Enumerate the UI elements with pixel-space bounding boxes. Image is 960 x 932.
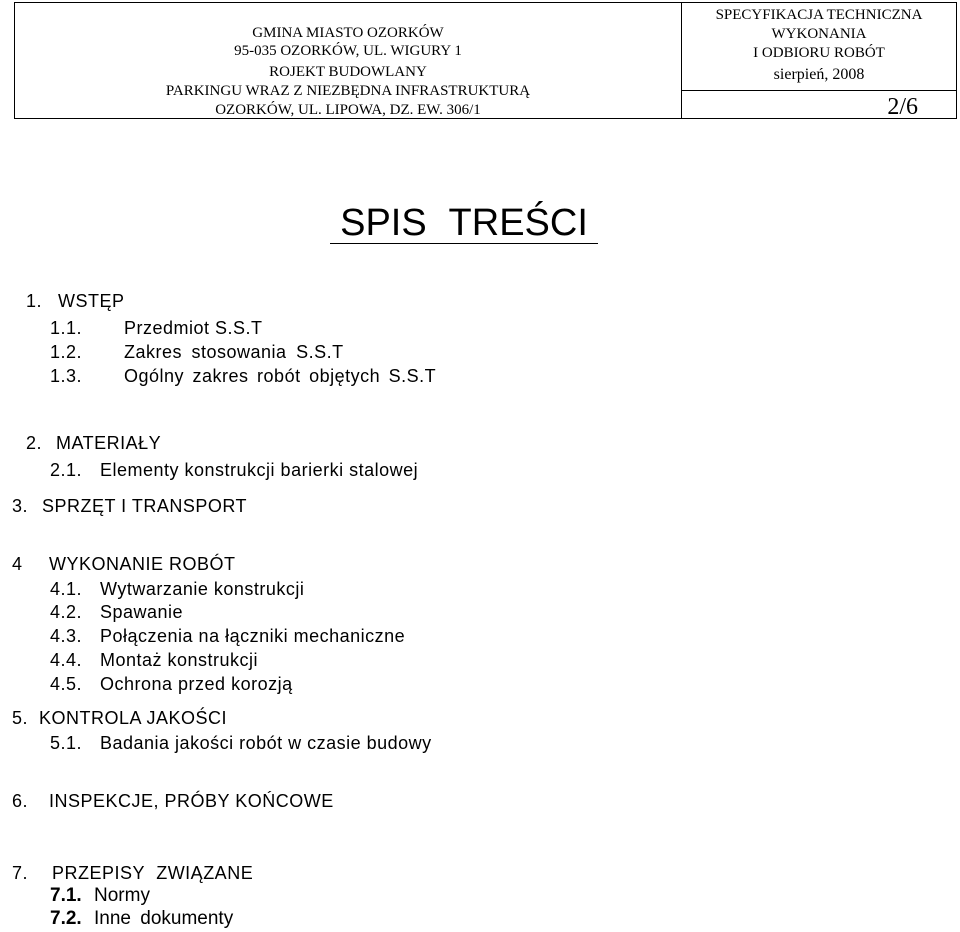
toc-entry <box>12 707 227 729</box>
toc-entry-number: 7. <box>12 863 29 883</box>
toc-entry <box>50 578 304 600</box>
toc-entry <box>26 432 161 454</box>
toc-entry-number: 4 <box>12 554 23 574</box>
toc-entry <box>50 317 263 339</box>
toc-entry-number: 4.3. <box>50 626 83 646</box>
header-spec-title-line2: WYKONANIA <box>771 26 867 42</box>
toc-entry-label: Ochrona przed korozją <box>100 674 293 694</box>
toc-entry-label: Inne dokumenty <box>94 908 234 929</box>
toc-entry-label: WSTĘP <box>58 291 125 311</box>
toc-entry-number: 5.1. <box>50 733 83 753</box>
toc-entry-label: Ogólny zakres robót objętych S.S.T <box>124 366 437 386</box>
toc-entry-number: 4.2. <box>50 602 83 622</box>
header-spec-title-line1: SPECYFIKACJA TECHNICZNA <box>715 7 923 23</box>
toc-entry-label: Połączenia na łączniki mechaniczne <box>100 626 406 646</box>
toc-entry-number: 4.5. <box>50 674 83 694</box>
toc-entry <box>50 673 293 695</box>
page-title: SPIS TREŚCI <box>330 203 598 244</box>
toc-entry <box>50 341 344 363</box>
toc-entry-number: 6. <box>12 791 29 811</box>
toc-entry-number: 4.4. <box>50 650 83 670</box>
toc-entry <box>50 908 233 930</box>
header-horizontal-divider <box>681 90 956 91</box>
toc-entry <box>50 601 183 623</box>
toc-entry-number: 1.1. <box>50 318 83 338</box>
header-date: sierpień, 2008 <box>773 66 865 83</box>
toc-entry <box>50 649 258 671</box>
toc-entry <box>12 790 334 812</box>
toc-entry-number: 2.1. <box>50 460 83 480</box>
toc-entry-label: Zakres stosowania S.S.T <box>124 342 344 362</box>
toc-entry-number: 4.1. <box>50 579 83 599</box>
toc-entry-label: WYKONANIE ROBÓT <box>49 554 236 574</box>
toc-entry-number: 7.2. <box>50 908 82 929</box>
header-project-type: ROJEKT BUDOWLANY <box>269 64 427 80</box>
header-client-name: GMINA MIASTO OZORKÓW <box>252 25 444 41</box>
toc-entry-label: Spawanie <box>100 602 184 622</box>
document-header <box>14 2 957 119</box>
toc-entry-label: MATERIAŁY <box>56 433 162 453</box>
toc-entry <box>12 862 253 884</box>
header-project-name: PARKINGU WRAZ Z NIEZBĘDNA INFRASTRUKTURĄ <box>165 83 531 99</box>
toc-entry-label: INSPEKCJE, PRÓBY KOŃCOWE <box>49 791 334 811</box>
toc-entry-label: SPRZĘT I TRANSPORT <box>42 496 248 516</box>
toc-entry-number: 1.2. <box>50 342 83 362</box>
toc-entry <box>50 625 405 647</box>
toc-entry-number: 3. <box>12 496 29 516</box>
toc-entry <box>50 459 418 481</box>
toc-entry-label: Montaż konstrukcji <box>100 650 259 670</box>
toc-entry-label: KONTROLA JAKOŚCI <box>39 708 228 728</box>
toc-entry-label: PRZEPISY ZWIĄZANE <box>52 863 254 883</box>
toc-entry <box>12 553 236 575</box>
header-client-address: 95-035 OZORKÓW, UL. WIGURY 1 <box>234 43 462 59</box>
toc-entry-label: Elementy konstrukcji barierki stalowej <box>100 460 419 480</box>
toc-entry-label: Badania jakości robót w czasie budowy <box>100 733 432 753</box>
toc-entry <box>12 495 247 517</box>
toc-entry-label: Przedmiot S.S.T <box>124 318 263 338</box>
toc-entry-number: 5. <box>12 708 29 728</box>
toc-entry <box>50 732 432 754</box>
toc-entry-label: Normy <box>94 885 150 906</box>
toc-entry <box>50 365 436 387</box>
toc-entry-number: 1.3. <box>50 366 83 386</box>
header-spec-title-line3: I ODBIORU ROBÓT <box>753 45 885 61</box>
toc-entry <box>26 290 125 312</box>
toc-entry-number: 7.1. <box>50 885 82 906</box>
toc-entry <box>50 885 150 907</box>
toc-entry-number: 2. <box>26 433 43 453</box>
header-project-location: OZORKÓW, UL. LIPOWA, DZ. EW. 306/1 <box>215 102 481 118</box>
page-number: 2/6 <box>887 94 918 120</box>
toc-entry-label: Wytwarzanie konstrukcji <box>100 579 305 599</box>
toc-entry-number: 1. <box>26 291 43 311</box>
